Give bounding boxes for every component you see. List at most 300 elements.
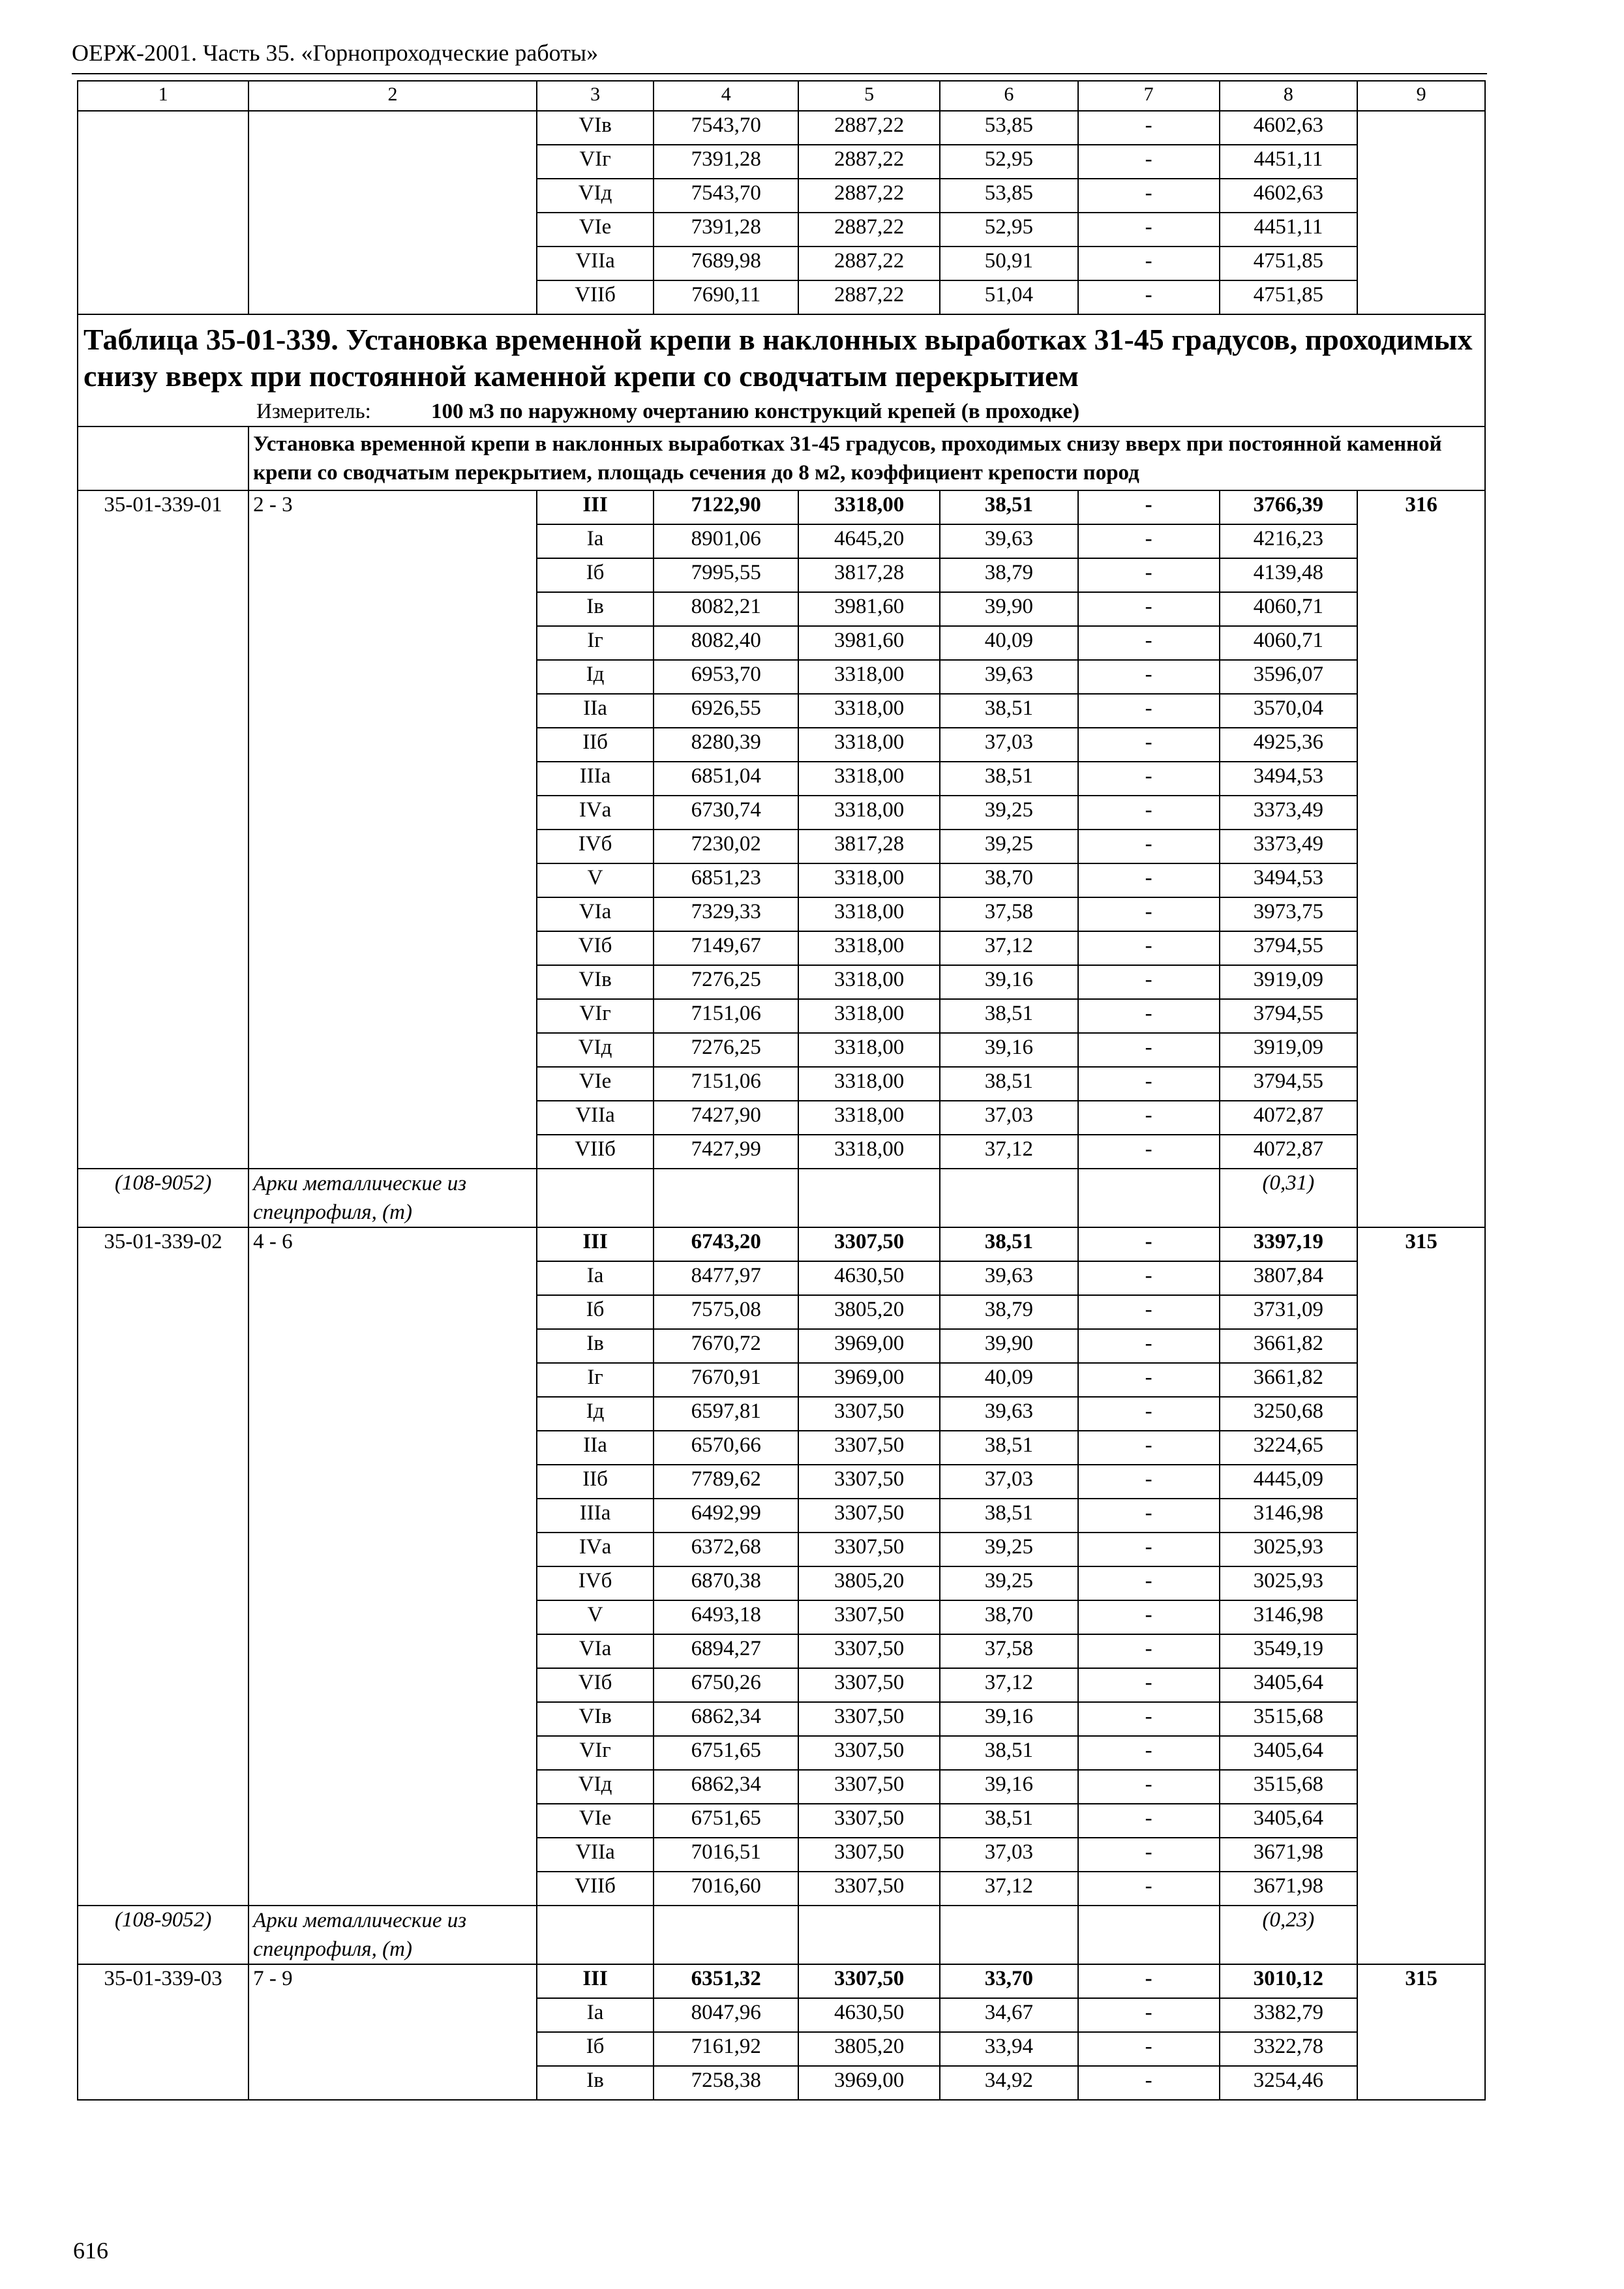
wages-cell: 3307,50 xyxy=(798,1964,940,1998)
rock-category-cell: Iа xyxy=(537,1998,654,2032)
machines-cell: 53,85 xyxy=(940,111,1078,145)
materials-cell: 4072,87 xyxy=(1220,1135,1358,1169)
rock-category-cell: Iд xyxy=(537,1397,654,1431)
total-cost-cell: 6851,23 xyxy=(654,863,798,897)
machines-cell: 39,25 xyxy=(940,1566,1078,1600)
total-cost-cell: 7016,51 xyxy=(654,1838,798,1872)
machines-cell: 38,51 xyxy=(940,490,1078,524)
wages-cell: 2887,22 xyxy=(798,280,940,314)
material-empty-cell xyxy=(537,1169,654,1227)
description-spacer-cell xyxy=(78,426,248,490)
total-cost-cell: 6750,26 xyxy=(654,1668,798,1702)
column-number-7: 7 xyxy=(1078,81,1220,111)
rock-category-cell: VIв xyxy=(537,1702,654,1736)
materials-cell: 3794,55 xyxy=(1220,999,1358,1033)
wages-cell: 3318,00 xyxy=(798,1135,940,1169)
total-cost-cell: 7276,25 xyxy=(654,1033,798,1067)
operators-wages-cell: - xyxy=(1078,660,1220,694)
total-cost-cell: 6894,27 xyxy=(654,1634,798,1668)
operators-wages-cell: - xyxy=(1078,1135,1220,1169)
column-number-4: 4 xyxy=(654,81,798,111)
operators-wages-cell: - xyxy=(1078,796,1220,830)
rock-category-cell: Iг xyxy=(537,1363,654,1397)
operators-wages-cell: - xyxy=(1078,490,1220,524)
total-cost-cell: 7789,62 xyxy=(654,1465,798,1499)
materials-cell: 3373,49 xyxy=(1220,796,1358,830)
rock-category-cell: IVа xyxy=(537,1533,654,1566)
rock-category-cell: VIа xyxy=(537,1634,654,1668)
column-number-5: 5 xyxy=(798,81,940,111)
machines-cell: 39,63 xyxy=(940,660,1078,694)
rock-category-cell: VIе xyxy=(537,1804,654,1838)
rock-category-cell: Iв xyxy=(537,592,654,626)
materials-cell: 3549,19 xyxy=(1220,1634,1358,1668)
wages-cell: 3307,50 xyxy=(798,1397,940,1431)
materials-cell: 3794,55 xyxy=(1220,931,1358,965)
total-cost-cell: 6570,66 xyxy=(654,1431,798,1465)
total-cost-cell: 6751,65 xyxy=(654,1804,798,1838)
column-number-3: 3 xyxy=(537,81,654,111)
machines-cell: 39,16 xyxy=(940,1770,1078,1804)
wages-cell: 2887,22 xyxy=(798,111,940,145)
operators-wages-cell: - xyxy=(1078,1499,1220,1533)
material-code: (108-9052) xyxy=(78,1169,248,1227)
materials-cell: 3146,98 xyxy=(1220,1499,1358,1533)
machines-cell: 38,79 xyxy=(940,1295,1078,1329)
rock-category-cell: VIе xyxy=(537,1067,654,1101)
operators-wages-cell: - xyxy=(1078,1465,1220,1499)
materials-cell: 3010,12 xyxy=(1220,1964,1358,1998)
total-cost-cell: 6926,55 xyxy=(654,694,798,728)
materials-cell: 4139,48 xyxy=(1220,558,1358,592)
rate-code: 35-01-339-01 xyxy=(78,490,248,1169)
machines-cell: 38,70 xyxy=(940,1600,1078,1634)
materials-cell: 4445,09 xyxy=(1220,1465,1358,1499)
material-empty-cell xyxy=(940,1169,1078,1227)
operators-wages-cell: - xyxy=(1078,1033,1220,1067)
materials-cell: 3671,98 xyxy=(1220,1872,1358,1906)
material-consumption: (0,31) xyxy=(1220,1169,1358,1227)
measurer-value: 100 м3 по наружному очертанию конструкций крепей (в проходке) xyxy=(431,400,1080,423)
wages-cell: 3307,50 xyxy=(798,1431,940,1465)
machines-cell: 33,94 xyxy=(940,2032,1078,2066)
material-empty-cell xyxy=(1078,1906,1220,1964)
materials-cell: 3731,09 xyxy=(1220,1295,1358,1329)
measurer xyxy=(83,395,1479,425)
work-description: Установка временной крепи в наклонных выработках 31-45 градусов, проходимых снизу вверх при постоянной каменной крепи со сводчатым перекрытием, площадь сечения до 8 м2, коэффициент крепости пород xyxy=(248,426,1485,490)
machines-cell: 38,70 xyxy=(940,863,1078,897)
operators-wages-cell: - xyxy=(1078,1804,1220,1838)
machines-cell: 37,03 xyxy=(940,728,1078,762)
total-cost-cell: 7151,06 xyxy=(654,1067,798,1101)
column-number-9: 9 xyxy=(1357,81,1485,111)
materials-cell: 3515,68 xyxy=(1220,1702,1358,1736)
machines-cell: 39,63 xyxy=(940,1261,1078,1295)
operators-wages-cell: - xyxy=(1078,1227,1220,1261)
total-cost-cell: 6851,04 xyxy=(654,762,798,796)
rock-category-cell: Iд xyxy=(537,660,654,694)
operators-wages-cell: - xyxy=(1078,558,1220,592)
wages-cell: 3969,00 xyxy=(798,1329,940,1363)
machines-cell: 39,16 xyxy=(940,1033,1078,1067)
materials-cell: 3596,07 xyxy=(1220,660,1358,694)
material-consumption: (0,23) xyxy=(1220,1906,1358,1964)
material-empty-cell xyxy=(654,1906,798,1964)
operators-wages-cell: - xyxy=(1078,1363,1220,1397)
rate-code: 35-01-339-02 xyxy=(78,1227,248,1906)
wages-cell: 2887,22 xyxy=(798,213,940,247)
machines-cell: 37,03 xyxy=(940,1101,1078,1135)
machines-cell: 37,58 xyxy=(940,897,1078,931)
wages-cell: 3307,50 xyxy=(798,1668,940,1702)
operators-wages-cell: - xyxy=(1078,1770,1220,1804)
materials-cell: 4451,11 xyxy=(1220,145,1358,179)
wages-cell: 3318,00 xyxy=(798,999,940,1033)
rock-category-cell: IIIа xyxy=(537,1499,654,1533)
rock-category-cell: IIа xyxy=(537,1431,654,1465)
material-empty-cell xyxy=(798,1906,940,1964)
total-cost-cell: 6953,70 xyxy=(654,660,798,694)
wages-cell: 3318,00 xyxy=(798,1033,940,1067)
operators-wages-cell: - xyxy=(1078,1998,1220,2032)
materials-cell: 4602,63 xyxy=(1220,179,1358,213)
total-cost-cell: 7427,90 xyxy=(654,1101,798,1135)
machines-cell: 34,67 xyxy=(940,1998,1078,2032)
header-rule xyxy=(72,73,1487,74)
materials-cell: 3373,49 xyxy=(1220,830,1358,863)
materials-cell: 4072,87 xyxy=(1220,1101,1358,1135)
machines-cell: 39,25 xyxy=(940,796,1078,830)
operators-wages-cell: - xyxy=(1078,999,1220,1033)
operators-wages-cell: - xyxy=(1078,931,1220,965)
total-cost-cell: 6372,68 xyxy=(654,1533,798,1566)
machines-cell: 40,09 xyxy=(940,1363,1078,1397)
materials-cell: 3397,19 xyxy=(1220,1227,1358,1261)
group-main-row xyxy=(78,1227,1485,1261)
group-main-row xyxy=(78,1964,1485,1998)
operators-wages-cell: - xyxy=(1078,830,1220,863)
operators-wages-cell: - xyxy=(1078,1295,1220,1329)
machines-cell: 40,09 xyxy=(940,626,1078,660)
total-cost-cell: 8082,40 xyxy=(654,626,798,660)
total-cost-cell: 7276,25 xyxy=(654,965,798,999)
total-cost-cell: 8082,21 xyxy=(654,592,798,626)
machines-cell: 38,51 xyxy=(940,1499,1078,1533)
wages-cell: 3307,50 xyxy=(798,1533,940,1566)
machines-cell: 53,85 xyxy=(940,179,1078,213)
total-cost-cell: 7258,38 xyxy=(654,2066,798,2100)
operators-wages-cell: - xyxy=(1078,247,1220,280)
rock-category-cell: Iб xyxy=(537,558,654,592)
total-cost-cell: 6751,65 xyxy=(654,1736,798,1770)
rock-category-cell: VIIа xyxy=(537,1838,654,1872)
rock-category-cell: IVб xyxy=(537,830,654,863)
material-row xyxy=(78,1169,1485,1227)
materials-cell: 4060,71 xyxy=(1220,626,1358,660)
materials-cell: 4060,71 xyxy=(1220,592,1358,626)
operators-wages-cell: - xyxy=(1078,179,1220,213)
total-cost-cell: 8901,06 xyxy=(654,524,798,558)
operators-wages-cell: - xyxy=(1078,1634,1220,1668)
materials-cell: 3794,55 xyxy=(1220,1067,1358,1101)
rock-category-cell: IVа xyxy=(537,796,654,830)
wages-cell: 3969,00 xyxy=(798,1363,940,1397)
machines-cell: 50,91 xyxy=(940,247,1078,280)
machines-cell: 39,63 xyxy=(940,524,1078,558)
operators-wages-cell: - xyxy=(1078,1067,1220,1101)
rock-category-cell: VIа xyxy=(537,897,654,931)
total-cost-cell: 6870,38 xyxy=(654,1566,798,1600)
machines-cell: 37,58 xyxy=(940,1634,1078,1668)
total-cost-cell: 7995,55 xyxy=(654,558,798,592)
material-empty-cell xyxy=(537,1906,654,1964)
materials-cell: 3973,75 xyxy=(1220,897,1358,931)
machines-cell: 39,90 xyxy=(940,1329,1078,1363)
operators-wages-cell: - xyxy=(1078,863,1220,897)
rock-category-cell: IVб xyxy=(537,1566,654,1600)
materials-cell: 3405,64 xyxy=(1220,1736,1358,1770)
rock-category-cell: V xyxy=(537,863,654,897)
materials-cell: 3661,82 xyxy=(1220,1363,1358,1397)
machines-cell: 37,03 xyxy=(940,1465,1078,1499)
column-number-8: 8 xyxy=(1220,81,1358,111)
total-cost-cell: 6862,34 xyxy=(654,1702,798,1736)
machines-cell: 38,51 xyxy=(940,1431,1078,1465)
operators-wages-cell: - xyxy=(1078,1397,1220,1431)
wages-cell: 3318,00 xyxy=(798,728,940,762)
wages-cell: 3307,50 xyxy=(798,1770,940,1804)
operators-wages-cell: - xyxy=(1078,1101,1220,1135)
total-cost-cell: 6351,32 xyxy=(654,1964,798,1998)
rock-category-cell: Iа xyxy=(537,524,654,558)
machines-cell: 37,12 xyxy=(940,931,1078,965)
rock-category-cell: VIг xyxy=(537,1736,654,1770)
wages-cell: 3318,00 xyxy=(798,863,940,897)
materials-cell: 3494,53 xyxy=(1220,762,1358,796)
wages-cell: 3318,00 xyxy=(798,490,940,524)
description-row xyxy=(78,426,1485,490)
materials-cell: 4751,85 xyxy=(1220,247,1358,280)
rates-table xyxy=(77,80,1486,2101)
wages-cell: 3307,50 xyxy=(798,1736,940,1770)
materials-cell: 3224,65 xyxy=(1220,1431,1358,1465)
machines-cell: 37,03 xyxy=(940,1838,1078,1872)
materials-cell: 3382,79 xyxy=(1220,1998,1358,2032)
operators-wages-cell: - xyxy=(1078,762,1220,796)
machines-cell: 39,16 xyxy=(940,1702,1078,1736)
rock-category-cell: VIг xyxy=(537,145,654,179)
operators-wages-cell: - xyxy=(1078,1261,1220,1295)
wages-cell: 3318,00 xyxy=(798,694,940,728)
wages-cell: 3307,50 xyxy=(798,1702,940,1736)
table-body xyxy=(78,81,1485,2100)
total-cost-cell: 7670,91 xyxy=(654,1363,798,1397)
machines-cell: 34,92 xyxy=(940,2066,1078,2100)
rock-category-cell: IIб xyxy=(537,728,654,762)
materials-cell: 4216,23 xyxy=(1220,524,1358,558)
material-empty-cell xyxy=(798,1169,940,1227)
table-title-row xyxy=(78,314,1485,426)
rock-category-cell: VIIа xyxy=(537,247,654,280)
materials-cell: 3919,09 xyxy=(1220,1033,1358,1067)
labor-cost-cell: 315 xyxy=(1357,1964,1485,2100)
total-cost-cell: 7690,11 xyxy=(654,280,798,314)
wages-cell: 3318,00 xyxy=(798,1101,940,1135)
materials-cell: 4451,11 xyxy=(1220,213,1358,247)
wages-cell: 3981,60 xyxy=(798,592,940,626)
rock-category-cell: Iб xyxy=(537,1295,654,1329)
total-cost-cell: 6743,20 xyxy=(654,1227,798,1261)
rock-category-cell: VIд xyxy=(537,1770,654,1804)
page-header: ОЕРЖ-2001. Часть 35. «Горнопроходческие работы» xyxy=(72,40,599,66)
operators-wages-cell: - xyxy=(1078,1329,1220,1363)
total-cost-cell: 8477,97 xyxy=(654,1261,798,1295)
rock-category-cell: Iв xyxy=(537,2066,654,2100)
wages-cell: 3307,50 xyxy=(798,1838,940,1872)
material-row xyxy=(78,1906,1485,1964)
operators-wages-cell: - xyxy=(1078,1600,1220,1634)
material-name: Арки металлические из спецпрофиля, (т) xyxy=(248,1169,537,1227)
rock-category-cell: VIв xyxy=(537,965,654,999)
wages-cell: 3307,50 xyxy=(798,1804,940,1838)
machines-cell: 38,51 xyxy=(940,1067,1078,1101)
total-cost-cell: 7670,72 xyxy=(654,1329,798,1363)
total-cost-cell: 7543,70 xyxy=(654,111,798,145)
machines-cell: 39,16 xyxy=(940,965,1078,999)
total-cost-cell: 7391,28 xyxy=(654,145,798,179)
rock-category-cell: VIIа xyxy=(537,1101,654,1135)
rock-category-cell: IIIа xyxy=(537,762,654,796)
rock-category-cell: VIIб xyxy=(537,1872,654,1906)
column-number-6: 6 xyxy=(940,81,1078,111)
materials-cell: 3919,09 xyxy=(1220,965,1358,999)
machines-cell: 51,04 xyxy=(940,280,1078,314)
total-cost-cell: 7689,98 xyxy=(654,247,798,280)
continued-row xyxy=(78,111,1485,145)
rock-category-cell: V xyxy=(537,1600,654,1634)
wages-cell: 3805,20 xyxy=(798,1566,940,1600)
materials-cell: 3146,98 xyxy=(1220,1600,1358,1634)
materials-cell: 3807,84 xyxy=(1220,1261,1358,1295)
wages-cell: 3318,00 xyxy=(798,762,940,796)
column-number-2: 2 xyxy=(248,81,537,111)
materials-cell: 3405,64 xyxy=(1220,1804,1358,1838)
materials-cell: 3661,82 xyxy=(1220,1329,1358,1363)
wages-cell: 4645,20 xyxy=(798,524,940,558)
operators-wages-cell: - xyxy=(1078,1964,1220,1998)
operators-wages-cell: - xyxy=(1078,694,1220,728)
wages-cell: 2887,22 xyxy=(798,179,940,213)
code-cell-empty xyxy=(78,111,248,314)
operators-wages-cell: - xyxy=(1078,1533,1220,1566)
wages-cell: 3318,00 xyxy=(798,796,940,830)
rock-category-cell: III xyxy=(537,1227,654,1261)
total-cost-cell: 8280,39 xyxy=(654,728,798,762)
wages-cell: 3318,00 xyxy=(798,1067,940,1101)
rock-category-cell: VIIб xyxy=(537,1135,654,1169)
total-cost-cell: 7149,67 xyxy=(654,931,798,965)
machines-cell: 37,12 xyxy=(940,1872,1078,1906)
total-cost-cell: 6597,81 xyxy=(654,1397,798,1431)
material-code: (108-9052) xyxy=(78,1906,248,1964)
rock-category-cell: Iв xyxy=(537,1329,654,1363)
rock-hardness-range: 7 - 9 xyxy=(248,1964,537,2100)
wages-cell: 3817,28 xyxy=(798,830,940,863)
rate-code: 35-01-339-03 xyxy=(78,1964,248,2100)
wages-cell: 3318,00 xyxy=(798,931,940,965)
materials-cell: 3025,93 xyxy=(1220,1533,1358,1566)
operators-wages-cell: - xyxy=(1078,592,1220,626)
wages-cell: 3805,20 xyxy=(798,1295,940,1329)
operators-wages-cell: - xyxy=(1078,2066,1220,2100)
wages-cell: 3307,50 xyxy=(798,1600,940,1634)
operators-wages-cell: - xyxy=(1078,2032,1220,2066)
material-empty-cell xyxy=(654,1169,798,1227)
machines-cell: 38,51 xyxy=(940,694,1078,728)
wages-cell: 3981,60 xyxy=(798,626,940,660)
materials-cell: 4602,63 xyxy=(1220,111,1358,145)
rock-category-cell: Iг xyxy=(537,626,654,660)
materials-cell: 3766,39 xyxy=(1220,490,1358,524)
wages-cell: 3307,50 xyxy=(798,1465,940,1499)
machines-cell: 38,51 xyxy=(940,999,1078,1033)
wages-cell: 2887,22 xyxy=(798,145,940,179)
total-cost-cell: 7575,08 xyxy=(654,1295,798,1329)
machines-cell: 38,51 xyxy=(940,1736,1078,1770)
total-cost-cell: 7161,92 xyxy=(654,2032,798,2066)
rock-category-cell: IIа xyxy=(537,694,654,728)
total-cost-cell: 7230,02 xyxy=(654,830,798,863)
machines-cell: 38,79 xyxy=(940,558,1078,592)
rock-hardness-range: 4 - 6 xyxy=(248,1227,537,1906)
operators-wages-cell: - xyxy=(1078,1431,1220,1465)
labor-cost-cell: 316 xyxy=(1357,490,1485,1227)
wages-cell: 4630,50 xyxy=(798,1998,940,2032)
labor-cost-cell: 315 xyxy=(1357,1227,1485,1964)
total-cost-cell: 6862,34 xyxy=(654,1770,798,1804)
page-number: 616 xyxy=(73,2237,108,2264)
wages-cell: 2887,22 xyxy=(798,247,940,280)
machines-cell: 52,95 xyxy=(940,145,1078,179)
operators-wages-cell: - xyxy=(1078,524,1220,558)
wages-cell: 3318,00 xyxy=(798,897,940,931)
machines-cell: 37,12 xyxy=(940,1668,1078,1702)
materials-cell: 3494,53 xyxy=(1220,863,1358,897)
materials-cell: 3405,64 xyxy=(1220,1668,1358,1702)
total-cost-cell: 7151,06 xyxy=(654,999,798,1033)
operators-wages-cell: - xyxy=(1078,728,1220,762)
column-number-1: 1 xyxy=(78,81,248,111)
machines-cell: 33,70 xyxy=(940,1964,1078,1998)
operators-wages-cell: - xyxy=(1078,145,1220,179)
rock-category-cell: VIIб xyxy=(537,280,654,314)
materials-cell: 3322,78 xyxy=(1220,2032,1358,2066)
rock-category-cell: VIб xyxy=(537,1668,654,1702)
rock-hardness-range: 2 - 3 xyxy=(248,490,537,1169)
operators-wages-cell: - xyxy=(1078,1872,1220,1906)
rock-category-cell: III xyxy=(537,1964,654,1998)
machines-cell: 38,51 xyxy=(940,762,1078,796)
total-cost-cell: 7391,28 xyxy=(654,213,798,247)
table-title-cell xyxy=(78,314,1485,426)
wages-cell: 3307,50 xyxy=(798,1227,940,1261)
rock-category-cell: IIб xyxy=(537,1465,654,1499)
machines-cell: 39,25 xyxy=(940,830,1078,863)
operators-wages-cell: - xyxy=(1078,897,1220,931)
machines-cell: 39,63 xyxy=(940,1397,1078,1431)
operators-wages-cell: - xyxy=(1078,111,1220,145)
wages-cell: 3969,00 xyxy=(798,2066,940,2100)
